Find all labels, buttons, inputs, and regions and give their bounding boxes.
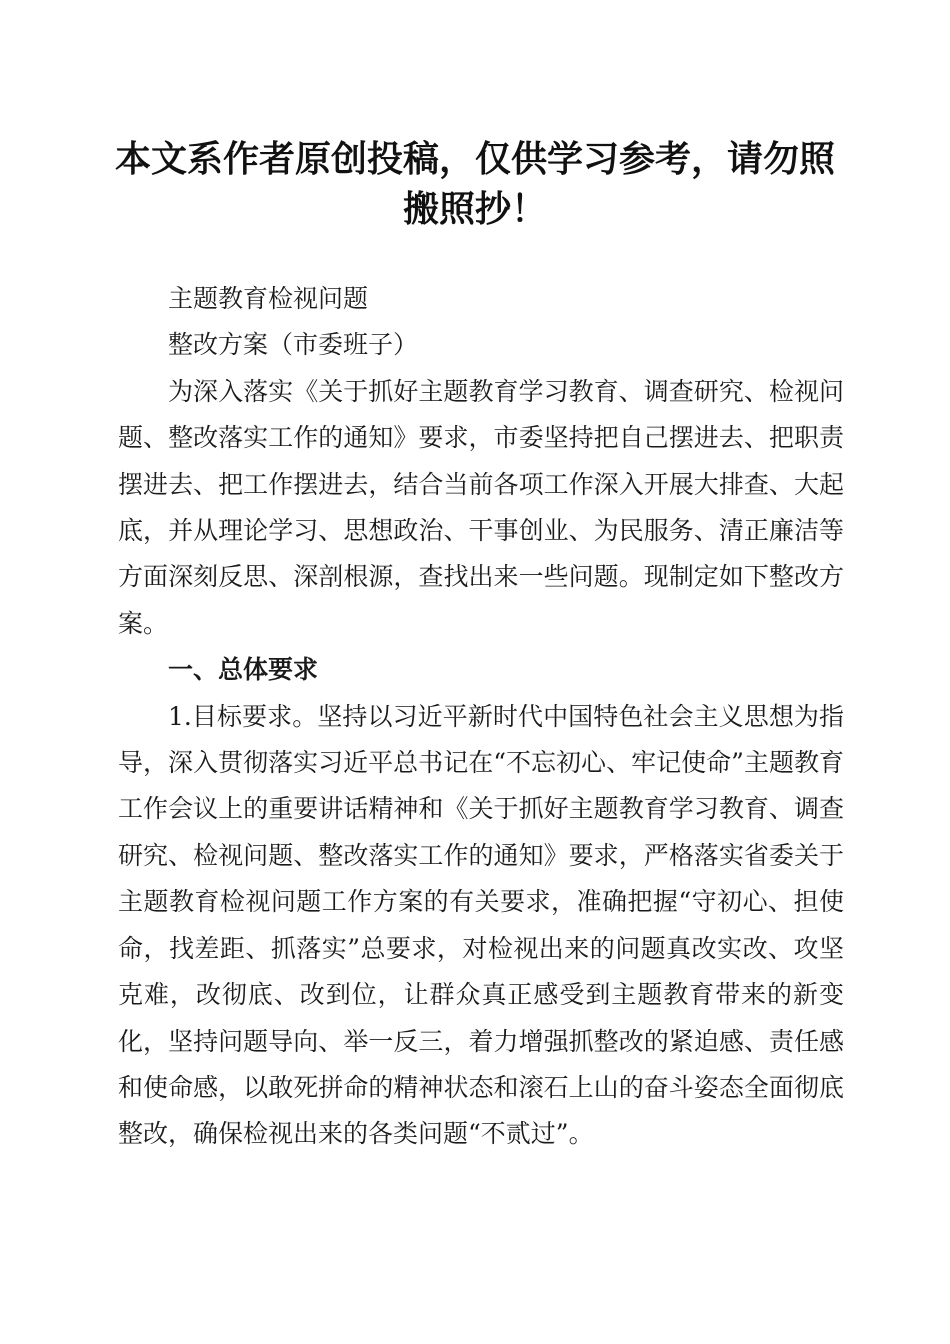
section-paragraph-goals: 1.目标要求。坚持以习近平新时代中国特色社会主义思想为指导，深入贯彻落实习近平总书记在“不忘初心、牢记使命”主题教育工作会议上的重要讲话精神和《关于抓好主题教育学习教育、调查研究、检视问题、整改落实工作的通知》要求，严格落实省委关于主题教育检视问题工作方案的有关要求，准确把握“守初心、担使命，找差距、抓落实”总要求，对检视出来的问题真改实改、攻坚克难，改彻底、改到位，让群众真正感受到主题教育带来的新变化，坚持问题导向、举一反三，着力增强抓整改的紧迫感、责任感和使命感，以敢死拼命的精神状态和滚石上山的奋斗姿态全面彻底整改，确保检视出来的各类问题“不贰过”。 [118, 701, 844, 1149]
intro-paragraph: 为深入落实《关于抓好主题教育学习教育、调查研究、检视问题、整改落实工作的通知》要求，市委坚持把自己摆进去、把职责摆进去、把工作摆进去，结合当前各项工作深入开展大排查、大起底，并从理论学习、思想政治、干事创业、为民服务、清正廉洁等方面深刻反思、深剖根源，查找出来一些问题。现制定如下整改方案。 [118, 376, 844, 638]
document-body [118, 276, 844, 1158]
document-title: 本文系作者原创投稿，仅供学习参考，请勿照搬照抄！ [114, 138, 835, 230]
section-heading-general-requirements: 一、总体要求 [168, 655, 319, 685]
subtitle-topic: 主题教育检视问题 [168, 284, 369, 313]
subtitle-plan: 整改方案（市委班子） [168, 330, 419, 360]
